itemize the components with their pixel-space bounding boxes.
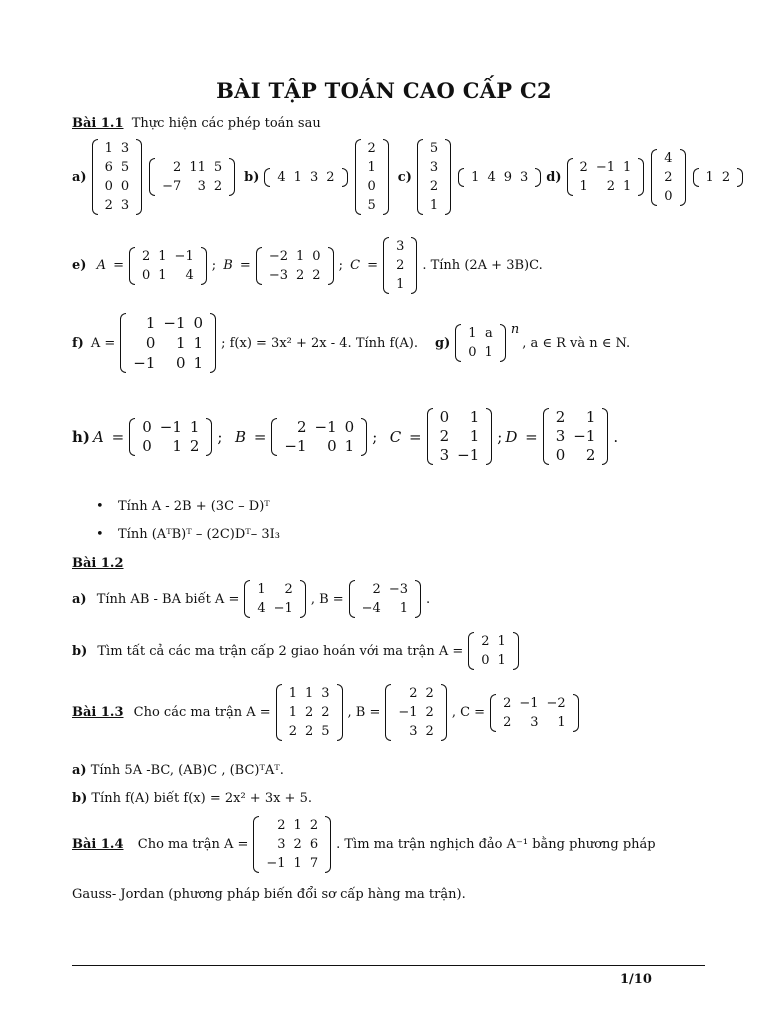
matrix-cell: 3: [429, 160, 439, 175]
matrix-bracket-right: [573, 694, 579, 732]
matrix-cell: 2: [481, 634, 490, 649]
matrix-cell: 0: [327, 436, 337, 455]
matrix-cell: −3: [268, 267, 288, 283]
matrix-cell: −1: [266, 856, 286, 871]
matrix-cell: −1: [573, 427, 596, 445]
matrix-cell: 2: [293, 837, 302, 852]
matrix-body: [126, 313, 210, 373]
matrix-cell: 1: [344, 436, 355, 455]
bullet-item: • Tính (AᵀB)ᵀ – (2C)Dᵀ– 3I₃: [118, 527, 280, 542]
matrix-cell: 1: [296, 248, 305, 264]
matrix-cell: 2: [312, 267, 321, 283]
matrix-cell: 0: [344, 417, 355, 436]
matrix-cell: 2: [372, 582, 381, 597]
matrix-cell: 1: [293, 856, 302, 871]
matrix-cell: 3: [396, 239, 405, 254]
matrix-cell: −1: [174, 248, 194, 264]
matrix-cell: 4: [277, 169, 286, 185]
matrix-cell: −1: [273, 601, 293, 616]
matrix-cell: 3: [520, 169, 529, 185]
matrix-bracket-right: [638, 158, 644, 196]
matrix-bracket-right: [513, 632, 519, 670]
matrix: [543, 408, 609, 465]
matrix-body: [250, 580, 299, 618]
matrix-cell: 1: [104, 141, 113, 156]
matrix-body: [277, 418, 361, 456]
page-title: BÀI TẬP TOÁN CAO CẤP C2: [216, 78, 552, 103]
matrix-cell: 7: [309, 856, 319, 871]
matrix-cell: −1: [595, 160, 615, 175]
matrix-body: [355, 580, 415, 618]
matrix-cell: 2: [288, 724, 297, 739]
matrix: [129, 418, 212, 456]
matrix-bracket-right: [361, 418, 367, 456]
matrix-cell: 1: [579, 179, 588, 194]
matrix-cell: 1: [399, 601, 408, 616]
matrix-body: [423, 139, 445, 215]
matrix-cell: 1: [497, 653, 506, 668]
matrix-cell: 1: [622, 179, 632, 194]
matrix-cell: 0: [145, 334, 156, 352]
matrix: [244, 580, 305, 618]
matrix-body: [699, 168, 738, 187]
matrix-bracket-right: [535, 168, 541, 187]
matrix-cell: 0: [120, 179, 130, 194]
matrix-cell: 1: [469, 427, 480, 445]
matrix-cell: 0: [312, 248, 321, 264]
matrix-body: [361, 139, 383, 215]
matrix-cell: 2: [503, 695, 512, 711]
matrix-cell: 0: [142, 436, 152, 455]
matrix-cell: 1: [293, 818, 302, 833]
matrix-body: [135, 418, 206, 456]
matrix-bracket-right: [206, 418, 212, 456]
matrix-cell: 2: [189, 436, 200, 455]
matrix-cell: 2: [304, 724, 314, 739]
matrix-cell: 3: [120, 141, 130, 156]
matrix-cell: 2: [579, 160, 588, 175]
matrix-cell: 0: [176, 354, 186, 372]
exercise-1-1-heading: Bài 1.1 Thực hiện các phép toán sau: [72, 116, 321, 131]
matrix: [383, 237, 417, 294]
matrix-cell: 2: [326, 169, 335, 185]
matrix: [468, 632, 519, 670]
matrix-cell: 1: [367, 160, 376, 175]
matrix-bracket-right: [201, 247, 207, 285]
matrix: [264, 168, 347, 187]
matrix: [120, 313, 216, 373]
matrix-cell: 2: [396, 258, 405, 273]
matrix-cell: 4: [487, 169, 496, 185]
matrix-cell: 1: [288, 686, 297, 701]
matrix-body: [464, 168, 535, 187]
matrix-bracket-right: [411, 237, 417, 294]
matrix: [455, 324, 506, 362]
matrix-cell: 2: [606, 179, 615, 194]
matrix-cell: a: [485, 326, 493, 341]
exercise-1-1-row-h: h) A = 0 −1 1 0 1 2 ; B = 2 −1 0 −1 0 1 ; C = 0 1 2 1 3 −1 ; D = 2 1 3 −1 0 2 .: [72, 408, 619, 464]
matrix-cell: 2: [503, 714, 512, 730]
matrix-body: [98, 139, 137, 215]
matrix-cell: 2: [367, 141, 376, 156]
matrix-cell: −1: [314, 417, 337, 436]
matrix-cell: −1: [284, 436, 307, 455]
matrix-cell: 1: [189, 417, 200, 436]
matrix-cell: 0: [367, 179, 376, 194]
matrix-cell: 9: [503, 169, 512, 185]
matrix-body: [135, 247, 201, 285]
footer-divider: [72, 965, 705, 966]
matrix-cell: 5: [429, 141, 439, 156]
matrix-cell: 1: [158, 267, 167, 283]
matrix-cell: 0: [664, 188, 673, 204]
matrix-bracket-right: [300, 580, 306, 618]
matrix-cell: 3: [439, 446, 450, 464]
matrix-cell: 1: [288, 705, 297, 720]
matrix-cell: 0: [193, 314, 204, 332]
exercise-1-3-b: b) Tính f(A) biết f(x) = 2x² + 3x + 5.: [72, 791, 312, 806]
matrix-cell: 1: [705, 169, 714, 185]
matrix-cell: −4: [361, 601, 381, 616]
matrix: [490, 694, 579, 732]
matrix-cell: 2: [439, 427, 450, 445]
matrix-body: [155, 158, 229, 196]
matrix-bracket-right: [602, 408, 608, 465]
matrix-cell: 4: [664, 150, 673, 166]
matrix-cell: 1: [497, 634, 506, 649]
matrix-cell: 5: [120, 160, 130, 175]
matrix-cell: 11: [189, 160, 206, 175]
matrix: [129, 247, 207, 285]
matrix-cell: 2: [425, 686, 434, 701]
matrix: [276, 684, 343, 741]
page-number: 1/10: [620, 972, 652, 987]
matrix-cell: 3: [530, 714, 539, 730]
matrix-cell: 1: [293, 169, 302, 185]
exercise-1-4-line2: Gauss- Jordan (phương pháp biến đổi sơ cấp hàng ma trận).: [72, 887, 466, 902]
matrix-cell: −7: [162, 179, 182, 194]
matrix-cell: 1: [257, 582, 266, 597]
matrix-body: [259, 816, 325, 873]
matrix-cell: 1: [557, 714, 566, 730]
matrix-cell: 2: [284, 582, 293, 597]
matrix-cell: 3: [197, 179, 206, 194]
matrix-cell: −3: [388, 582, 408, 597]
matrix-cell: 1: [396, 277, 405, 292]
matrix-cell: 2: [213, 179, 223, 194]
matrix-cell: 2: [296, 417, 307, 436]
matrix-cell: 4: [185, 267, 194, 283]
matrix: [385, 684, 446, 741]
matrix-body: [433, 408, 487, 465]
matrix: [92, 139, 143, 215]
matrix: [417, 139, 451, 215]
matrix-bracket-right: [210, 313, 216, 373]
matrix-cell: 1: [468, 326, 477, 341]
matrix-body: [391, 684, 440, 741]
matrix-bracket-right: [441, 684, 447, 741]
matrix-cell: 3: [309, 169, 319, 185]
matrix-bracket-right: [486, 408, 492, 465]
matrix-cell: 0: [555, 446, 566, 464]
matrix-cell: 3: [321, 686, 330, 701]
matrix-cell: −1: [159, 417, 182, 436]
matrix-bracket-right: [337, 684, 343, 741]
matrix-bracket-right: [136, 139, 142, 215]
exercise-1-3-a: a) Tính 5A -BC, (AB)C , (BC)ᵀAᵀ.: [72, 763, 284, 778]
matrix-cell: 2: [721, 169, 731, 185]
matrix-cell: 2: [173, 160, 182, 175]
matrix-cell: 3: [555, 427, 566, 445]
matrix-cell: 3: [277, 837, 286, 852]
matrix-cell: 2: [429, 179, 439, 194]
exercise-1-1-row-fg: f) A = 1 −1 0 0 1 1 −1 0 1 ; f(x) = 3x² + 2x - 4. Tính f(A). g) 1 a 0 1 n , a ∈ R và n ∈ N.: [72, 314, 631, 372]
matrix-cell: 2: [425, 705, 434, 720]
matrix-cell: 2: [321, 705, 330, 720]
matrix-body: [262, 247, 328, 285]
matrix-cell: 1: [176, 334, 186, 352]
exercise-1-2-a: a) Tính AB - BA biết A = 1 2 4 −1 , B = 2 −3 −4 1 .: [72, 582, 431, 616]
matrix-cell: 1: [484, 345, 493, 360]
matrix-cell: 2: [309, 818, 319, 833]
matrix-cell: 5: [213, 160, 223, 175]
matrix-cell: 3: [120, 198, 130, 213]
matrix-bracket-right: [415, 580, 421, 618]
matrix-body: [474, 632, 513, 670]
matrix-bracket-right: [500, 324, 506, 362]
matrix-cell: 1: [471, 169, 480, 185]
matrix-cell: 2: [425, 724, 434, 739]
exercise-1-2-b: b) Tìm tất cả các ma trận cấp 2 giao hoán với ma trận A = 2 1 0 1: [72, 632, 521, 670]
matrix-cell: 2: [555, 408, 566, 426]
matrix-body: [657, 149, 679, 206]
matrix-cell: 2: [296, 267, 305, 283]
matrix-cell: −2: [546, 695, 566, 711]
matrix-cell: −2: [268, 248, 288, 264]
matrix: [567, 158, 645, 196]
matrix-bracket-right: [328, 247, 334, 285]
matrix-cell: 0: [142, 417, 152, 436]
matrix-cell: −1: [398, 705, 418, 720]
matrix-cell: −1: [133, 354, 156, 372]
matrix: [355, 139, 389, 215]
exercise-1-1-row-e: e) A = 2 1 −1 0 1 4 ; B = −2 1 0 −3 2 2 ; C = 3 2 1 . Tính (2A + 3B)C.: [72, 239, 543, 292]
matrix: [458, 168, 541, 187]
matrix: [256, 247, 334, 285]
matrix: [651, 149, 685, 206]
matrix: [253, 816, 331, 873]
matrix: [149, 158, 235, 196]
matrix-cell: 1: [585, 408, 596, 426]
matrix-bracket-right: [342, 168, 348, 187]
matrix-body: [389, 237, 411, 294]
matrix-bracket-right: [383, 139, 389, 215]
matrix-cell: 0: [468, 345, 477, 360]
matrix-cell: 3: [409, 724, 418, 739]
matrix: [693, 168, 744, 187]
matrix-cell: 6: [309, 837, 319, 852]
exercise-1-1-row-abcd: a) 1 3 6 5 0 0 2 3 2 11 5 −7 3 2 b) 4 1 3 2 2 1 0 5 c) 5 3 2 1 1 4 9 3 d) 2 −1 1 1 2 1 4 2 0 1 2: [72, 139, 745, 215]
matrix-cell: 2: [141, 248, 151, 264]
matrix-cell: 1: [193, 334, 204, 352]
matrix-cell: 1: [304, 686, 314, 701]
matrix-cell: 1: [158, 248, 167, 264]
matrix-cell: 0: [439, 408, 450, 426]
matrix-bracket-right: [680, 149, 686, 206]
exercise-1-2-heading: Bài 1.2: [72, 556, 124, 571]
matrix-bracket-right: [445, 139, 451, 215]
matrix-cell: −1: [457, 446, 480, 464]
matrix-cell: −1: [519, 695, 539, 711]
matrix-cell: 2: [277, 818, 286, 833]
matrix-body: [270, 168, 341, 187]
matrix-bracket-right: [325, 816, 331, 873]
matrix-cell: 5: [367, 198, 376, 213]
matrix-cell: 0: [481, 653, 490, 668]
matrix-cell: 2: [585, 446, 596, 464]
matrix-cell: 1: [193, 354, 204, 372]
matrix-cell: 5: [321, 724, 330, 739]
matrix-body: [461, 324, 500, 362]
matrix-body: [496, 694, 573, 732]
matrix-cell: 1: [429, 198, 439, 213]
exercise-1-4: Bài 1.4 Cho ma trận A = 2 1 2 3 2 6 −1 1 7 . Tìm ma trận nghịch đảo A⁻¹ bằng phương pháp: [72, 818, 656, 871]
matrix-body: [549, 408, 603, 465]
exercise-1-3-heading: Bài 1.3 Cho các ma trận A = 1 1 3 1 2 2 2 2 5 , B = 2 2 −1 2 3 2 , C = 2 −1 −2 2 3 1: [72, 684, 581, 741]
matrix-body: [573, 158, 639, 196]
matrix-cell: 2: [304, 705, 314, 720]
matrix-cell: −1: [163, 314, 186, 332]
bullet-item: • Tính A - 2B + (3C – D)ᵀ: [118, 499, 270, 514]
matrix: [271, 418, 367, 456]
matrix-cell: 1: [172, 436, 182, 455]
matrix-bracket-right: [737, 168, 743, 187]
matrix-cell: 1: [622, 160, 632, 175]
matrix-cell: 6: [104, 160, 113, 175]
matrix-body: [282, 684, 337, 741]
matrix-bracket-right: [229, 158, 235, 196]
matrix-cell: 1: [469, 408, 480, 426]
matrix-cell: 2: [664, 169, 673, 185]
matrix-cell: 0: [141, 267, 151, 283]
matrix-cell: 2: [104, 198, 113, 213]
matrix-cell: 1: [145, 314, 156, 332]
matrix: [349, 580, 421, 618]
matrix: [427, 408, 493, 465]
matrix-cell: 4: [257, 601, 266, 616]
matrix-cell: 2: [409, 686, 418, 701]
matrix-cell: 0: [104, 179, 113, 194]
